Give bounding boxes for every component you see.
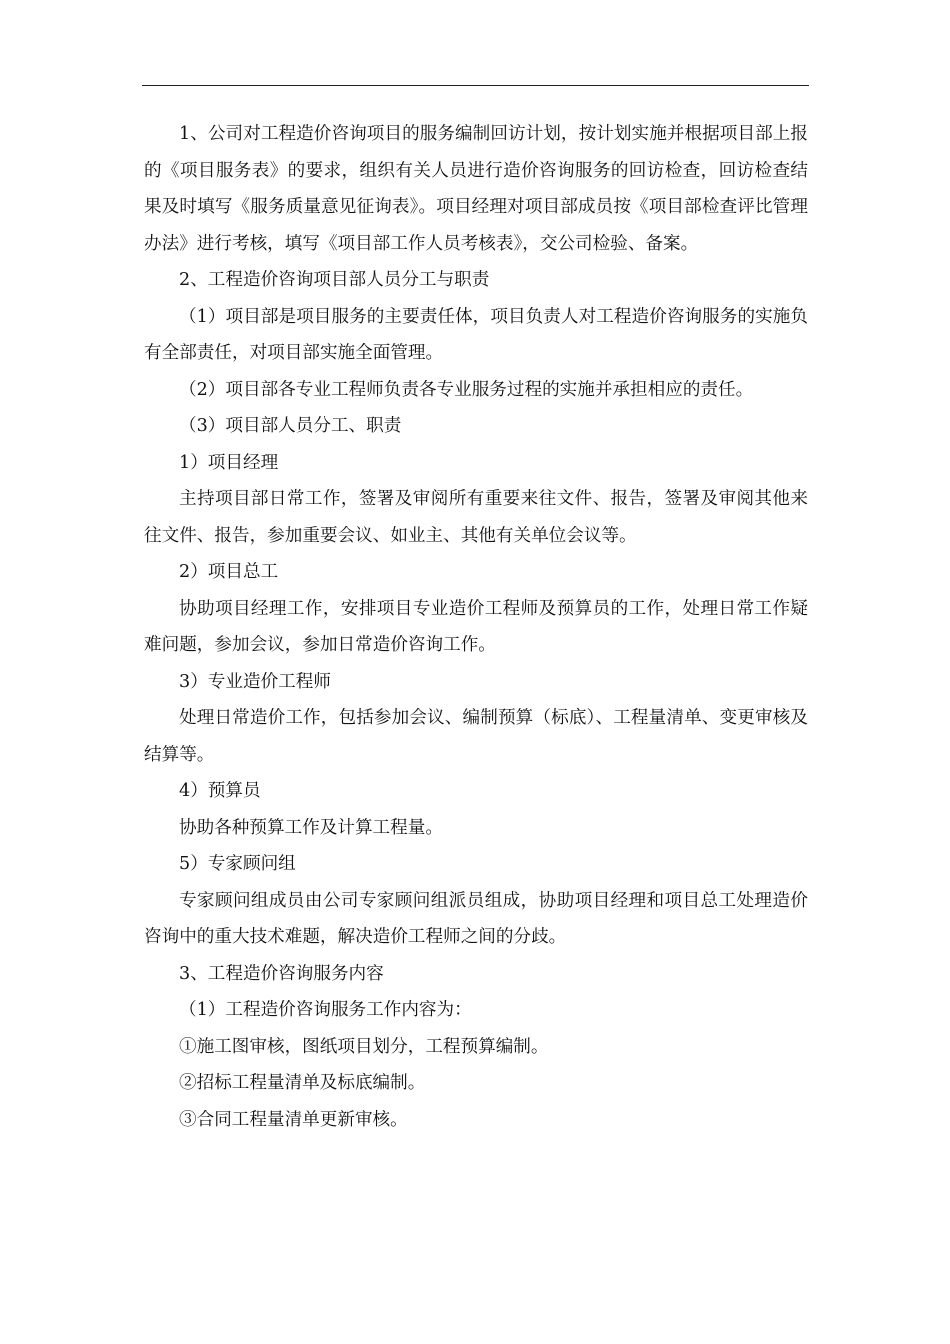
paragraph-2-2: （2）项目部各专业工程师负责各专业服务过程的实施并承担相应的责任。 [179, 379, 754, 400]
list-item-3: ③合同工程量清单更新审核。 [179, 1109, 408, 1130]
section-heading-3: 3、工程造价咨询服务内容 [179, 963, 384, 984]
paragraph-1: 1、公司对工程造价咨询项目的服务编制回访计划，按计划实施并根据项目部上报的《项目服务表》的要求，组织有关人员进行造价咨询服务的回访检查，回访检查结果及时填写《服务质量意见征询表》。项目经理对项目部成员按《项目部检查评比管理办法》进行考核，填写《项目部工作人员考核表》，交公司检验、备案。 [144, 124, 808, 254]
role-heading-budgeter: 4）预算员 [179, 781, 261, 801]
paragraph-2-1: （1）项目部是项目服务的主要责任体，项目负责人对工程造价咨询服务的实施负有全部责任，对项目部实施全面管理。 [144, 306, 808, 363]
role-heading-expert-group: 5）专家顾问组 [179, 854, 296, 874]
role-desc-expert-group: 专家顾问组成员由公司专家顾问组派员组成，协助项目经理和项目总工处理造价咨询中的重大技术难题，解决造价工程师之间的分歧。 [144, 890, 808, 947]
header-rule [142, 85, 809, 86]
role-desc-chief-engineer: 协助项目经理工作，安排项目专业造价工程师及预算员的工作，处理日常工作疑难问题，参加会议，参加日常造价咨询工作。 [144, 598, 808, 655]
role-heading-chief-engineer: 2）项目总工 [179, 562, 279, 582]
role-desc-budgeter: 协助各种预算工作及计算工程量。 [179, 817, 443, 838]
document-body [144, 116, 808, 1138]
role-desc-cost-engineer: 处理日常造价工作，包括参加会议、编制预算（标底）、工程量清单、变更审核及结算等。 [144, 708, 808, 765]
section-heading-2: 2、工程造价咨询项目部人员分工与职责 [179, 270, 490, 290]
list-item-1: ①施工图审核，图纸项目划分，工程预算编制。 [179, 1036, 549, 1057]
paragraph-3-1: （1）工程造价咨询服务工作内容为： [179, 1000, 472, 1020]
role-heading-cost-engineer: 3）专业造价工程师 [179, 671, 331, 692]
role-desc-project-manager: 主持项目部日常工作，签署及审阅所有重要来往文件、报告，签署及审阅其他来往文件、报告，参加重要会议、如业主、其他有关单位会议等。 [144, 489, 808, 546]
role-heading-project-manager: 1）项目经理 [179, 452, 279, 473]
paragraph-2-3: （3）项目部人员分工、职责 [179, 416, 402, 436]
list-item-2: ②招标工程量清单及标底编制。 [179, 1073, 426, 1093]
